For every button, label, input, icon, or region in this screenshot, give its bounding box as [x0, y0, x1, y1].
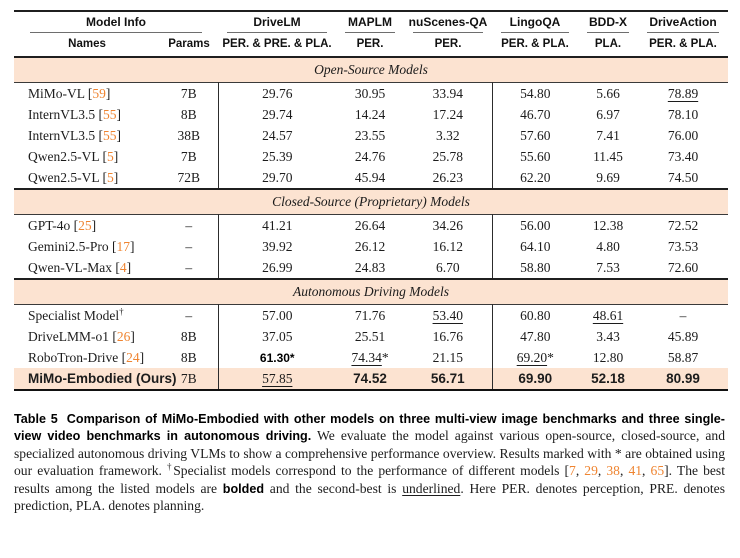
params-cell: 7B — [180, 85, 197, 101]
evaluated-mark: * — [547, 349, 554, 365]
model-name-cell: Qwen2.5-VL [5] — [28, 169, 119, 185]
value-cell: 78.10 — [667, 106, 699, 122]
citation-link[interactable]: 5 — [106, 148, 114, 164]
value-cell: 26.99 — [218, 257, 336, 279]
caption-text: We evaluate the model against various open-source, closed-source, and specialized autonomous driving VLMs to show a comprehensive performance overview. Results marked with * are obtained using our evaluation framework. — [14, 428, 726, 479]
value-cell: 64.10 — [492, 236, 578, 257]
value-cell: 25.78 — [432, 148, 463, 164]
table-row — [14, 257, 728, 279]
section-header-closed-source — [14, 189, 728, 215]
value-cell: 4.80 — [596, 238, 620, 254]
value-cell: 54.80 — [492, 83, 578, 105]
value-cell-best: 80.99 — [638, 368, 728, 390]
header-group-row — [14, 11, 728, 33]
model-name-cell: RoboTron-Drive [24] — [28, 349, 145, 365]
value-cell: 24.76 — [354, 148, 386, 164]
value-cell: 5.66 — [596, 85, 620, 101]
value-cell: 34.26 — [432, 217, 463, 233]
caption-bolded-word: bolded — [222, 481, 265, 496]
caption-text: ]. The best results among the listed models are — [14, 463, 726, 496]
header-metric-lingoqa: PER. & PLA. — [501, 38, 569, 50]
citation-link[interactable]: 55 — [102, 127, 117, 143]
params-cell: – — [185, 217, 193, 233]
value-cell: 29.74 — [218, 104, 336, 125]
value-cell: 58.80 — [492, 257, 578, 279]
table-row-mimo-embodied-highlighted — [14, 368, 728, 390]
value-cell: 12.80 — [592, 349, 624, 365]
citation-link[interactable]: 29 — [584, 463, 598, 479]
citation-link[interactable]: 26 — [116, 328, 131, 344]
citation-link[interactable]: 25 — [78, 217, 92, 233]
value-cell: 21.15 — [432, 349, 463, 365]
header-metric-nuscenes: PER. — [434, 38, 462, 50]
evaluated-mark: * — [381, 349, 389, 365]
header-model-info — [14, 11, 218, 33]
value-cell: 62.20 — [492, 167, 578, 189]
citation-link[interactable]: 38 — [606, 463, 620, 479]
value-cell: 11.45 — [593, 148, 623, 164]
value-cell: 58.87 — [667, 349, 699, 365]
caption-text: and the second-best is — [264, 480, 403, 496]
value-cell: 57.60 — [492, 125, 578, 146]
value-cell: 33.94 — [432, 85, 463, 101]
value-cell: 46.70 — [492, 104, 578, 125]
value-cell: 60.80 — [492, 305, 578, 327]
header-benchmark-bdd-x: BDD-X — [578, 11, 638, 33]
caption-underlined-word: underlined — [402, 480, 461, 496]
caption-title: Comparison of MiMo-Embodied with other models on three multi-view image benchmarks and three single-view video benchmarks in autonomous driving. — [14, 412, 725, 444]
model-name-cell: GPT-4o [25] — [28, 217, 97, 233]
params-cell: 38B — [177, 127, 200, 143]
citation-link[interactable]: 24 — [126, 349, 140, 365]
value-cell-second-best: 48.61 — [592, 307, 624, 323]
value-cell: 24.83 — [354, 259, 386, 275]
header-params: Params — [168, 38, 210, 50]
value-cell-second-best: 74.34* — [351, 349, 389, 365]
table-row — [14, 236, 728, 257]
value-cell: 29.70 — [218, 167, 336, 189]
value-cell: 73.53 — [667, 238, 699, 254]
table-row — [14, 167, 728, 189]
value-cell: 29.76 — [218, 83, 336, 105]
citation-link[interactable]: 4 — [119, 259, 127, 275]
value-cell: 9.69 — [596, 169, 620, 185]
table-row — [14, 215, 728, 237]
table-caption: Table 5 Comparison of MiMo-Embodied with other models on three multi-view image benchmarks and three single-view video benchmarks in autonomous driving. We evaluate the model against various open-source, closed-source, and specialized autonomous driving VLMs to show a comprehensive performance overview. Results marked with * are obtained using our evaluation framework. †Specialist models correspond to the performance of different models [7, 29, 38, 41, 65]. The best results among the listed models are bolded and the second-best is underlined. Here PER. denotes perception, PRE. denotes prediction, PLA. denotes planning. — [14, 412, 726, 513]
dagger-mark: † — [167, 461, 174, 472]
value-cell-best: 61.30* — [218, 347, 336, 368]
value-cell: 45.89 — [667, 328, 699, 344]
value-cell-best: 69.90 — [492, 368, 578, 390]
value-cell: 25.39 — [218, 146, 336, 167]
value-cell: 76.00 — [667, 127, 699, 143]
params-cell: 8B — [180, 328, 197, 344]
model-name-cell: Gemini2.5-Pro [17] — [28, 238, 135, 254]
table-row — [14, 326, 728, 347]
params-cell: – — [185, 307, 193, 323]
table-row — [14, 305, 728, 327]
value-cell-second-best: 78.89 — [667, 85, 699, 101]
header-metric-maplm: PER. — [356, 38, 384, 50]
value-cell: 30.95 — [354, 85, 386, 101]
citation-link[interactable]: 55 — [102, 106, 117, 122]
value-cell-second-best: 69.20* — [492, 347, 578, 368]
value-cell: 6.97 — [596, 106, 620, 122]
table-row — [14, 125, 728, 146]
value-cell: 26.12 — [354, 238, 386, 254]
table-row — [14, 146, 728, 167]
value-cell: 23.55 — [354, 127, 386, 143]
value-cell: 7.53 — [596, 259, 620, 275]
section-title: Open-Source Models — [14, 57, 728, 83]
value-cell: 37.05 — [218, 326, 336, 347]
evaluated-mark: * — [289, 350, 295, 365]
model-name-cell: Qwen-VL-Max [4] — [28, 259, 132, 275]
value-cell: 12.38 — [592, 217, 624, 233]
header-metric-row — [14, 33, 728, 57]
header-benchmark-lingoqa: LingoQA — [492, 11, 578, 33]
value-cell: 3.32 — [435, 127, 460, 143]
header-metric-drivelm: PER. & PRE. & PLA. — [222, 38, 332, 50]
benchmark-results-table — [14, 10, 728, 391]
value-cell-best: 74.52 — [336, 368, 404, 390]
dagger-mark: † — [119, 306, 124, 316]
value-cell-best: 56.71 — [404, 368, 492, 390]
model-name-cell: DriveLMM-o1 [26] — [28, 328, 135, 344]
value-cell-second-best: 53.40 — [432, 307, 463, 323]
header-benchmark-driveaction: DriveAction — [638, 11, 728, 33]
citation-link[interactable]: 5 — [106, 169, 114, 185]
params-cell: 7B — [160, 368, 218, 390]
value-cell: 45.94 — [354, 169, 386, 185]
table-row — [14, 104, 728, 125]
params-cell: 7B — [180, 148, 197, 164]
value-cell: 6.70 — [435, 259, 460, 275]
citation-link[interactable]: 7 — [569, 463, 576, 479]
value-cell: 71.76 — [354, 307, 386, 323]
value-cell: 3.43 — [596, 328, 620, 344]
value-cell: – — [679, 307, 687, 323]
model-name-cell: InternVL3.5 [55] — [28, 127, 121, 143]
header-names: Names — [68, 38, 106, 50]
value-cell: 41.21 — [218, 215, 336, 237]
value-cell: 7.41 — [596, 127, 620, 143]
header-metric-bddx: PLA. — [594, 38, 622, 50]
caption-text: Specialist models correspond to the performance of different models [ — [173, 463, 570, 479]
value-cell: 57.00 — [218, 305, 336, 327]
model-name-cell: Specialist Model† — [28, 306, 124, 323]
value-cell: 56.00 — [492, 215, 578, 237]
section-header-autonomous-driving — [14, 279, 728, 305]
paper-page — [0, 10, 740, 558]
value-cell: 72.52 — [667, 217, 699, 233]
value-cell: 26.64 — [354, 217, 386, 233]
citation-link[interactable]: 17 — [116, 238, 130, 254]
value-cell: 73.40 — [667, 148, 699, 164]
section-title: Closed-Source (Proprietary) Models — [14, 189, 728, 215]
section-title: Autonomous Driving Models — [14, 279, 728, 305]
header-benchmark-nuscenes-qa: nuScenes-QA — [404, 11, 492, 33]
header-benchmark-maplm: MAPLM — [336, 11, 404, 33]
model-name-cell: Qwen2.5-VL [5] — [28, 148, 119, 164]
params-cell: – — [185, 238, 193, 254]
header-benchmark-drivelm: DriveLM — [218, 11, 336, 33]
value-cell: 72.60 — [667, 259, 699, 275]
value-cell: 25.51 — [354, 328, 386, 344]
value-cell: 74.50 — [667, 169, 699, 185]
citation-link[interactable]: 41 — [628, 463, 643, 479]
citation-link[interactable]: 65 — [650, 463, 665, 479]
params-cell: 8B — [180, 349, 197, 365]
citation-link[interactable]: 59 — [92, 85, 106, 101]
model-name-cell: MiMo-VL [59] — [28, 85, 111, 101]
table-row — [14, 83, 728, 105]
caption-label: Table 5 — [14, 412, 58, 426]
value-cell-second-best: 57.85 — [218, 368, 336, 390]
caption-text: . Here PER. denotes perception, PRE. denotes prediction, PLA. denotes planning. — [14, 480, 725, 513]
value-cell: 17.24 — [432, 106, 463, 122]
value-cell: 16.12 — [432, 238, 463, 254]
value-cell: 39.92 — [218, 236, 336, 257]
value-cell: 24.57 — [218, 125, 336, 146]
header-model-info-label: Model Info — [86, 15, 146, 29]
value-cell: 14.24 — [354, 106, 386, 122]
params-cell: – — [185, 259, 193, 275]
value-cell: 16.76 — [432, 328, 463, 344]
params-cell: 72B — [177, 169, 200, 185]
header-metric-driveaction: PER. & PLA. — [649, 38, 717, 50]
value-cell: 55.60 — [492, 146, 578, 167]
model-name-cell: MiMo-Embodied (Ours) — [14, 368, 160, 390]
value-cell: 47.80 — [492, 326, 578, 347]
section-header-open-source — [14, 57, 728, 83]
value-cell-best: 52.18 — [578, 368, 638, 390]
value-cell: 26.23 — [432, 169, 463, 185]
table-row — [14, 347, 728, 368]
params-cell: 8B — [180, 106, 197, 122]
model-name-cell: InternVL3.5 [55] — [28, 106, 121, 122]
